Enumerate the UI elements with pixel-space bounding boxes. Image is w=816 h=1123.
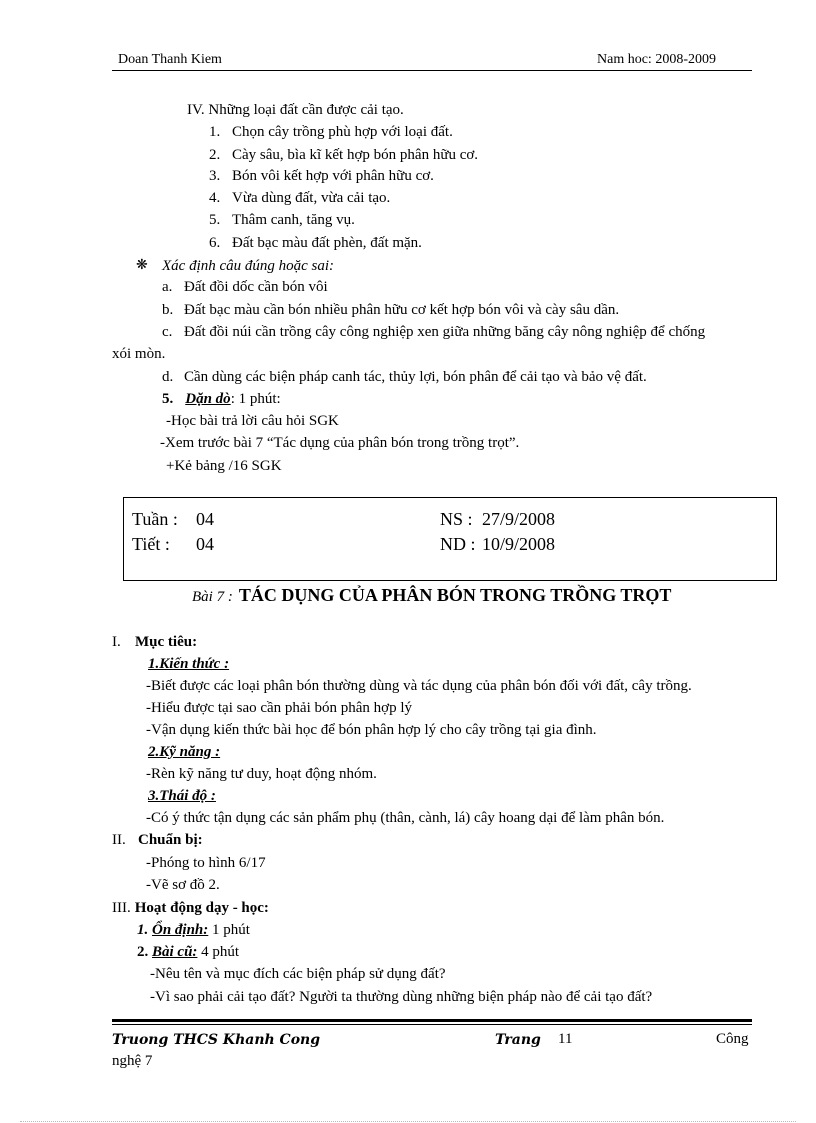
activities-heading: III. Hoạt động dạy - học: — [112, 900, 269, 916]
skill-line: -Rèn kỹ năng tư duy, hoạt động nhóm. — [146, 766, 377, 782]
homework-line: -Học bài trả lời câu hỏi SGK — [166, 413, 339, 429]
list-item: 3. Bón vôi kết hợp với phân hữu cơ. — [209, 168, 434, 184]
ns-value: 27/9/2008 — [482, 509, 556, 529]
footer-rule-thick — [112, 1019, 752, 1022]
attitude-label: 3.Thái độ : — [148, 788, 216, 804]
week-label: Tuần : — [132, 509, 178, 529]
list-item: d. Cần dùng các biện pháp canh tác, thủy lợi, bón phân để cải tạo và bảo vệ đất. — [162, 369, 647, 385]
footer-subject-cont: nghệ 7 — [112, 1053, 153, 1069]
week-value: 04 — [196, 509, 214, 529]
exercise-heading: Xác định câu đúng hoặc sai: — [162, 258, 335, 274]
objectives-heading: I. Mục tiêu: — [112, 634, 198, 650]
page-bottom-edge — [20, 1121, 796, 1122]
homework-line: +Kẻ bảng /16 SGK — [166, 458, 282, 474]
knowledge-line: -Hiểu được tại sao cần phải bón phân hợp lý — [146, 700, 413, 716]
attitude-line: -Có ý thức tận dụng các sản phẩm phụ (thân, cành, lá) cây hoang dại để làm phân bón. — [146, 810, 665, 826]
header-author: Doan Thanh Kiem — [118, 52, 222, 67]
knowledge-line: -Biết được các loại phân bón thường dùng và tác dụng của phân bón đối với đất, cây trồng. — [146, 678, 692, 694]
footer-rule-thin — [112, 1024, 752, 1025]
list-item: 6. Đất bạc màu đất phèn, đất mặn. — [209, 235, 422, 251]
list-item: 1. Chọn cây trồng phù hợp với loại đất. — [209, 124, 453, 140]
section-iv-heading: IV. Những loại đất cần được cải tạo. — [187, 102, 404, 118]
header-rule — [112, 70, 752, 71]
preparation-heading: II. Chuẩn bị: — [112, 832, 203, 848]
list-item: a. Đất đồi dốc cần bón vôi — [162, 279, 328, 295]
footer-page-label: Trang — [495, 1032, 541, 1048]
knowledge-line: -Vận dụng kiến thức bài học để bón phân hợp lý cho cây trồng tại gia đình. — [146, 722, 597, 738]
list-item: 5. Thâm canh, tăng vụ. — [209, 212, 355, 228]
step-stabilize: 1. Ổn định: 1 phút — [137, 922, 250, 938]
nd-label: ND : — [440, 534, 476, 554]
list-item-continuation: xói mòn. — [112, 346, 166, 362]
asterisk-bullet-icon: ❋ — [136, 258, 148, 273]
list-item: 2. Cày sâu, bìa kĩ kết hợp bón phân hữu cơ. — [209, 147, 479, 163]
list-item: 4. Vừa dùng đất, vừa cải tạo. — [209, 190, 391, 206]
step-review: 2. Bài cũ: 4 phút — [137, 944, 240, 960]
footer-school: Truong THCS Khanh Cong — [112, 1032, 321, 1048]
period-value: 04 — [196, 534, 214, 554]
knowledge-label: 1.Kiến thức : — [148, 656, 230, 672]
homework-line: -Xem trước bài 7 “Tác dụng của phân bón trong trồng trọt”. — [160, 435, 520, 451]
period-label: Tiết : — [132, 534, 170, 554]
ns-label: NS : — [440, 509, 473, 529]
preparation-line: -Phóng to hình 6/17 — [146, 855, 266, 871]
footer-page-number: 11 — [558, 1031, 573, 1047]
list-item: b. Đất bạc màu cần bón nhiều phân hữu cơ kết hợp bón vôi và cày sâu dần. — [162, 302, 620, 318]
review-question: -Nêu tên và mục đích các biện pháp sử dụng đất? — [150, 966, 446, 982]
review-question: -Vì sao phải cải tạo đất? Người ta thường dùng những biện pháp nào để cải tạo đất? — [150, 989, 653, 1005]
list-item: c. Đất đồi núi cần trồng cây công nghiệp xen giữa những băng cây nông nghiệp để chống — [162, 324, 706, 340]
lesson-title: Bài 7 : TÁC DỤNG CỦA PHÂN BÓN TRONG TRỒNG TRỌT — [192, 585, 672, 605]
preparation-line: -Vẽ sơ đồ 2. — [146, 877, 220, 893]
homework-heading: 5. Dặn dò: 1 phút: — [162, 391, 281, 407]
skill-label: 2.Kỹ năng : — [148, 744, 221, 760]
footer-subject: Công — [716, 1031, 749, 1047]
nd-value: 10/9/2008 — [482, 534, 556, 554]
header-school-year: Nam hoc: 2008-2009 — [597, 52, 716, 67]
